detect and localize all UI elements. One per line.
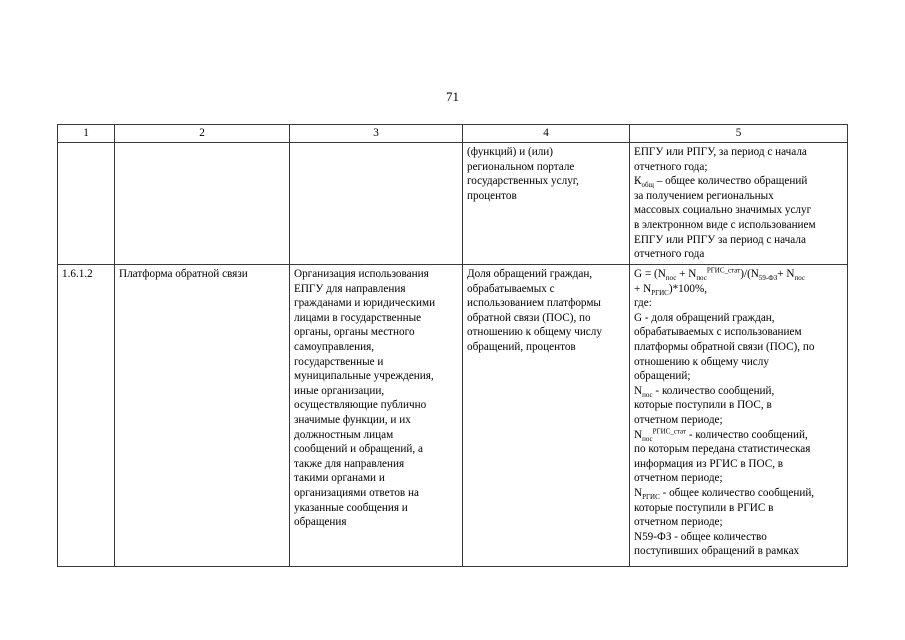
formula-sup: РГИС_стат <box>706 266 741 275</box>
nrgis-subscript: РГИС <box>642 493 660 502</box>
formula-sub: пос <box>696 274 707 283</box>
table-row-1-6-1-2 <box>58 265 848 567</box>
npos-definition <box>634 384 844 428</box>
n59-definition: N59-ФЗ - общее количество поступивших обращений в рамках <box>634 530 800 558</box>
formula-continued <box>634 282 844 297</box>
cont-method-line1: ЕПГУ или РПГУ, за период с начала отчетного года; <box>634 146 807 173</box>
cont-cell-name <box>115 143 290 265</box>
k-definition: – общее количество обращений за получением региональных массовых социально значимых услуг в электронном виде с использованием ЕПГУ или РПГУ за период с начала отчетного года <box>634 175 816 261</box>
g-definition: G - доля обращений граждан, обрабатываемых с использованием платформы обратной связи (ПОС), по отношению к общему числу обращений; <box>634 311 815 383</box>
formula-sub: РГИС <box>651 288 669 297</box>
formula-part: + N <box>634 282 652 295</box>
cont-cell-method <box>630 143 848 265</box>
npos-subscript: пос <box>642 390 653 399</box>
row-number: 1.6.1.2 <box>58 265 115 567</box>
nstat-superscript: РГИС_стат <box>652 426 687 435</box>
row-method <box>630 265 848 567</box>
formula-part: + N <box>676 268 697 280</box>
header-col-1: 1 <box>58 125 115 143</box>
indicators-table <box>57 124 848 567</box>
header-col-3: 3 <box>290 125 463 143</box>
k-symbol: К <box>634 175 642 188</box>
page-number: 71 <box>446 89 459 104</box>
formula-part: G = (N <box>634 268 666 280</box>
formula-sub: пос <box>794 274 805 283</box>
nstat-definition <box>634 428 844 486</box>
nstat-symbol: N <box>634 428 643 441</box>
nstat-subscript: пос <box>642 434 653 443</box>
formula-sub: 59-ФЗ <box>758 274 778 283</box>
row-description: Организация использования ЕПГУ для направления гражданами и юридическими лицами в государственные органы, органы местного самоуправления, государственные и муниципальные учреждения, иные организации, осуществляющие публично значимые функции, и их должностным лицам сообщений и обращений, а также для направления такими органами и организациями ответов на указанные сообщения и обращения <box>290 265 463 567</box>
cont-cell-number <box>58 143 115 265</box>
nrgis-symbol: N <box>634 486 643 499</box>
header-col-2: 2 <box>115 125 290 143</box>
where-label: где: <box>634 297 652 310</box>
npos-text: - количество сообщений, которые поступили в ПОС, в отчетном периоде; <box>634 384 775 426</box>
npos-symbol: N <box>634 384 643 397</box>
cont-cell-description <box>290 143 463 265</box>
formula <box>634 267 844 282</box>
header-col-5: 5 <box>630 125 848 143</box>
table-row-continuation <box>58 143 848 265</box>
formula-sub: пос <box>665 274 677 283</box>
formula-part: )*100%, <box>668 282 708 295</box>
cont-cell-indicator: (функций) и (или) региональном портале государственных услуг, процентов <box>463 143 630 265</box>
table-header-row <box>58 125 848 143</box>
row-indicator: Доля обращений граждан, обрабатываемых с использованием платформы обратной связи (ПОС), по отношению к общему числу обращений, процентов <box>463 265 630 567</box>
k-subscript: общ <box>641 181 654 190</box>
nrgis-text: - общее количество сообщений, которые поступили в РГИС в отчетном периоде; <box>634 486 815 529</box>
nrgis-definition <box>634 486 844 530</box>
header-col-4: 4 <box>463 125 630 143</box>
formula-part: )/(N <box>740 268 759 280</box>
formula-part: + N <box>777 268 795 280</box>
row-name: Платформа обратной связи <box>115 265 290 567</box>
nstat-text: - количество сообщений, по которым передана статистическая информация из РГИС в ПОС, в отчетном периоде; <box>634 428 811 485</box>
